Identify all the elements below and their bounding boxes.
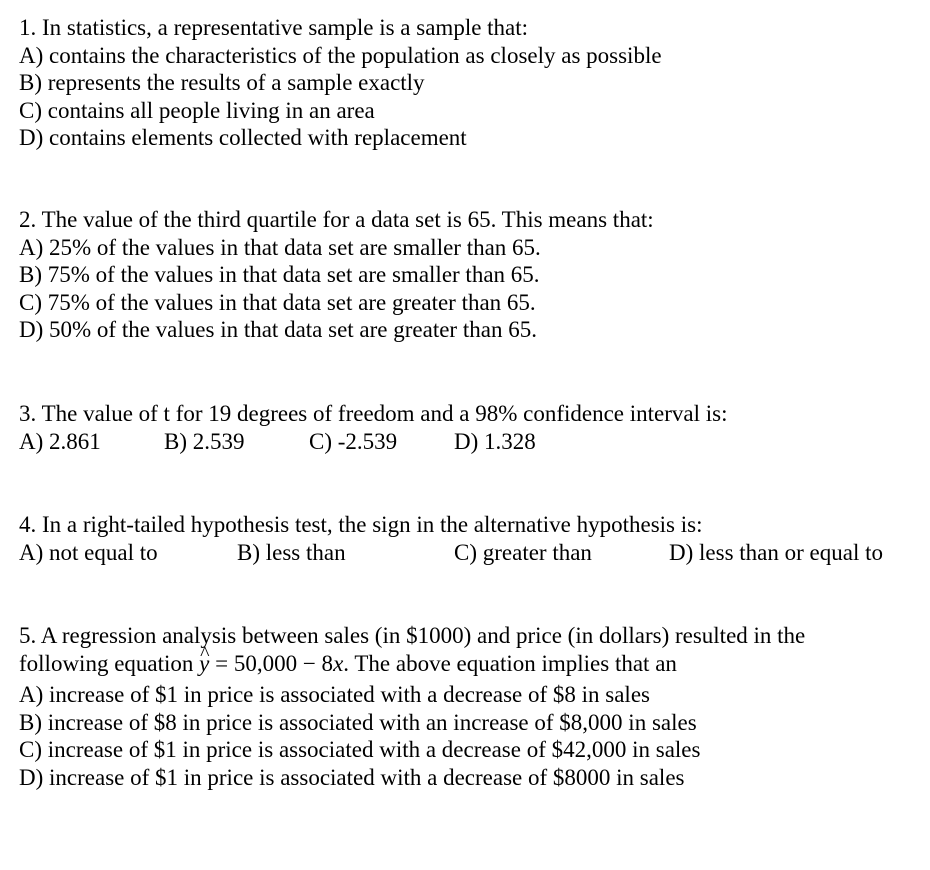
question-2-option-b: B) 75% of the values in that data set are smaller than 65.	[19, 262, 540, 287]
question-3-option-d: D) 1.328	[454, 428, 536, 454]
question-5-option-d: D) increase of $1 in price is associated with a decrease of $8000 in sales	[19, 764, 685, 790]
question-1-option-a: A) contains the characteristics of the population as closely as possible	[19, 42, 662, 68]
question-1-option-d: D) contains elements collected with replacement	[19, 125, 467, 150]
regression-equation-x: x	[333, 650, 344, 676]
question-5-option-c: C) increase of $1 in price is associated with a decrease of $42,000 in sales	[19, 737, 701, 762]
question-2-option-d: D) 50% of the values in that data set are greater than 65.	[19, 317, 537, 342]
question-2-option-c: C) 75% of the values in that data set are greater than 65.	[19, 289, 536, 315]
question-4-option-b: B) less than	[237, 539, 346, 565]
question-5-stem-pre: following equation	[19, 650, 200, 676]
question-1-option-b: B) represents the results of a sample exactly	[19, 70, 425, 95]
question-2-stem: 2. The value of the third quartile for a data set is 65. This means that:	[19, 207, 654, 232]
question-4-stem: 4. In a right-tailed hypothesis test, the sign in the alternative hypothesis is:	[19, 512, 703, 537]
question-1-option-c: C) contains all people living in an area	[19, 97, 375, 123]
question-3-options	[19, 428, 919, 456]
question-1	[19, 14, 919, 152]
question-4	[19, 511, 919, 566]
question-3	[19, 400, 919, 455]
question-5	[19, 622, 919, 791]
question-3-option-a: A) 2.861	[19, 428, 101, 454]
question-2-option-a: A) 25% of the values in that data set are smaller than 65.	[19, 234, 541, 260]
question-4-options	[19, 539, 919, 567]
question-5-stem-line-2	[19, 650, 919, 678]
question-4-option-d: D) less than or equal to	[669, 539, 883, 565]
question-5-stem-line-1: 5. A regression analysis between sales (in $1000) and price (in dollars) resulted in the	[19, 623, 806, 648]
question-4-option-a: A) not equal to	[19, 539, 158, 565]
question-3-stem: 3. The value of t for 19 degrees of freedom and a 98% confidence interval is:	[19, 401, 728, 426]
question-5-stem-post: . The above equation implies that an	[343, 650, 677, 676]
question-4-option-c: C) greater than	[454, 539, 592, 565]
question-2	[19, 206, 919, 344]
question-5-option-b: B) increase of $8 in price is associated with an increase of $8,000 in sales	[19, 709, 697, 735]
question-1-stem: 1. In statistics, a representative sample is a sample that:	[19, 15, 529, 40]
regression-equation-yhat: ^ y	[199, 650, 209, 678]
question-5-option-a: A) increase of $1 in price is associated with a decrease of $8 in sales	[19, 682, 650, 707]
question-3-option-b: B) 2.539	[164, 428, 245, 454]
regression-equation-constant: = 50,000 − 8	[209, 650, 334, 676]
question-3-option-c: C) -2.539	[309, 428, 398, 454]
